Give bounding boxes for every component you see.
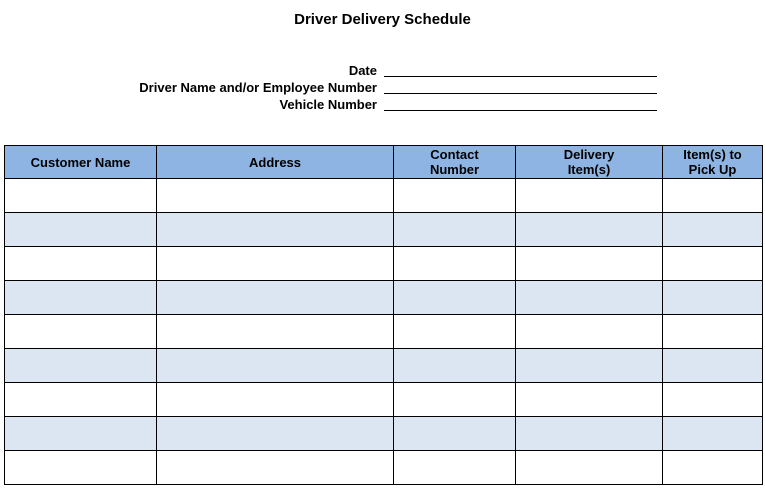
cell-address[interactable] bbox=[157, 315, 394, 349]
address-header bbox=[157, 146, 394, 179]
table-row bbox=[5, 281, 763, 315]
items-to-pick-up-header bbox=[663, 146, 763, 179]
delivery-items-header bbox=[516, 146, 663, 179]
table-row bbox=[5, 247, 763, 281]
cell-customer-name[interactable] bbox=[5, 349, 157, 383]
cell-delivery-items[interactable] bbox=[516, 281, 663, 315]
cell-contact-number[interactable] bbox=[394, 451, 516, 485]
cell-delivery-items[interactable] bbox=[516, 315, 663, 349]
contact-number-header bbox=[394, 146, 516, 179]
cell-delivery-items[interactable] bbox=[516, 451, 663, 485]
cell-customer-name[interactable] bbox=[5, 417, 157, 451]
items-to-pick-up-header-line1: Item(s) to bbox=[683, 147, 742, 162]
cell-contact-number[interactable] bbox=[394, 417, 516, 451]
cell-customer-name[interactable] bbox=[5, 383, 157, 417]
cell-delivery-items[interactable] bbox=[516, 349, 663, 383]
driver-name-line[interactable] bbox=[384, 93, 657, 94]
driver-name-label: Driver Name and/or Employee Number bbox=[139, 80, 377, 95]
vehicle-number-line[interactable] bbox=[384, 110, 657, 111]
cell-contact-number[interactable] bbox=[394, 349, 516, 383]
cell-customer-name[interactable] bbox=[5, 179, 157, 213]
cell-delivery-items[interactable] bbox=[516, 213, 663, 247]
contact-number-header-line2: Number bbox=[429, 162, 480, 177]
cell-address[interactable] bbox=[157, 281, 394, 315]
cell-customer-name[interactable] bbox=[5, 451, 157, 485]
cell-contact-number[interactable] bbox=[394, 247, 516, 281]
table-row bbox=[5, 451, 763, 485]
cell-customer-name[interactable] bbox=[5, 247, 157, 281]
delivery-items-header-line2: Item(s) bbox=[567, 162, 611, 177]
cell-delivery-items[interactable] bbox=[516, 383, 663, 417]
vehicle-number-field bbox=[0, 96, 765, 113]
cell-customer-name[interactable] bbox=[5, 281, 157, 315]
cell-items-to-pick-up[interactable] bbox=[663, 417, 763, 451]
cell-contact-number[interactable] bbox=[394, 383, 516, 417]
table-row bbox=[5, 213, 763, 247]
cell-address[interactable] bbox=[157, 349, 394, 383]
cell-contact-number[interactable] bbox=[394, 315, 516, 349]
customer-name-header bbox=[5, 146, 157, 179]
date-label: Date bbox=[348, 63, 377, 78]
cell-items-to-pick-up[interactable] bbox=[663, 213, 763, 247]
cell-delivery-items[interactable] bbox=[516, 179, 663, 213]
table-row bbox=[5, 383, 763, 417]
cell-contact-number[interactable] bbox=[394, 179, 516, 213]
cell-items-to-pick-up[interactable] bbox=[663, 179, 763, 213]
table-row bbox=[5, 349, 763, 383]
cell-items-to-pick-up[interactable] bbox=[663, 247, 763, 281]
cell-contact-number[interactable] bbox=[394, 213, 516, 247]
cell-customer-name[interactable] bbox=[5, 315, 157, 349]
date-line[interactable] bbox=[384, 76, 657, 77]
table-row bbox=[5, 315, 763, 349]
driver-name-field bbox=[0, 79, 765, 96]
table-row bbox=[5, 417, 763, 451]
cell-items-to-pick-up[interactable] bbox=[663, 315, 763, 349]
cell-items-to-pick-up[interactable] bbox=[663, 349, 763, 383]
table-header-row bbox=[5, 146, 763, 179]
cell-items-to-pick-up[interactable] bbox=[663, 451, 763, 485]
cell-address[interactable] bbox=[157, 451, 394, 485]
vehicle-number-label: Vehicle Number bbox=[279, 97, 377, 112]
cell-items-to-pick-up[interactable] bbox=[663, 281, 763, 315]
address-header-label: Address bbox=[248, 154, 302, 170]
cell-address[interactable] bbox=[157, 383, 394, 417]
cell-address[interactable] bbox=[157, 247, 394, 281]
cell-contact-number[interactable] bbox=[394, 281, 516, 315]
date-field bbox=[0, 62, 765, 79]
cell-address[interactable] bbox=[157, 179, 394, 213]
cell-delivery-items[interactable] bbox=[516, 247, 663, 281]
table-row bbox=[5, 179, 763, 213]
delivery-schedule-table bbox=[4, 145, 763, 485]
customer-name-header-label: Customer Name bbox=[30, 154, 131, 170]
cell-customer-name[interactable] bbox=[5, 213, 157, 247]
cell-address[interactable] bbox=[157, 417, 394, 451]
cell-delivery-items[interactable] bbox=[516, 417, 663, 451]
items-to-pick-up-header-line2: Pick Up bbox=[688, 162, 737, 177]
delivery-items-header-line1: Delivery bbox=[563, 147, 615, 162]
contact-number-header-line1: Contact bbox=[430, 147, 479, 162]
cell-items-to-pick-up[interactable] bbox=[663, 383, 763, 417]
document-title: Driver Delivery Schedule bbox=[294, 11, 471, 28]
cell-address[interactable] bbox=[157, 213, 394, 247]
